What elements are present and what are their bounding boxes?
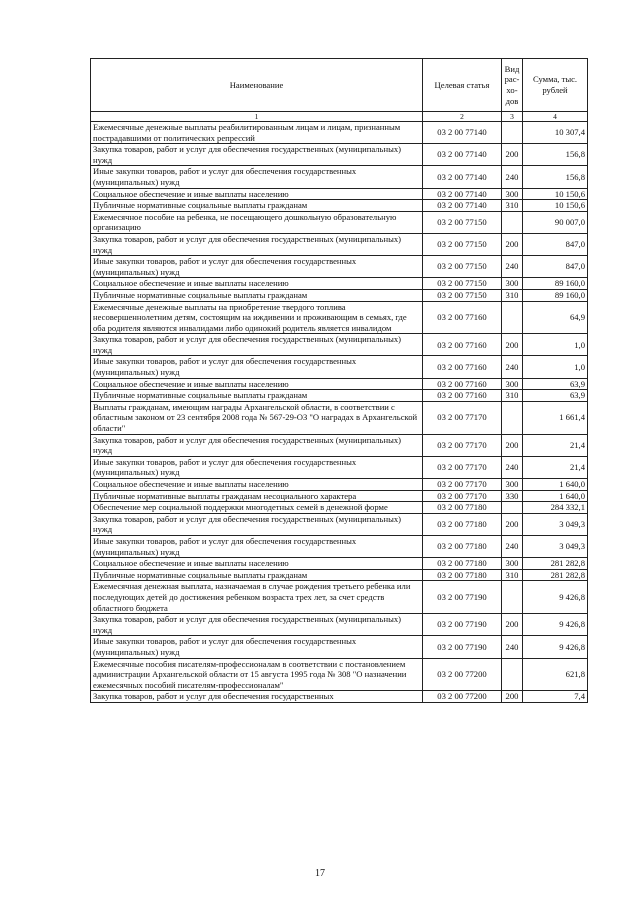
row-expense-type [502, 658, 523, 691]
row-target-article: 03 2 00 77180 [423, 558, 502, 570]
column-index-row [91, 112, 588, 122]
table-row [91, 479, 588, 491]
row-expense-type: 300 [502, 378, 523, 390]
row-target-article: 03 2 00 77170 [423, 479, 502, 491]
row-expense-type: 240 [502, 356, 523, 378]
row-name: Выплаты гражданам, имеющим награды Архангельской области, в соответствии с областным законом от 23 сентября 2008 года № 567-29-ОЗ "О наградах в Архангельской области" [91, 401, 423, 434]
row-target-article: 03 2 00 77140 [423, 200, 502, 212]
column-index: 4 [523, 112, 588, 122]
table-row [91, 334, 588, 356]
row-name: Социальное обеспечение и иные выплаты населению [91, 188, 423, 200]
row-expense-type: 310 [502, 289, 523, 301]
row-name: Социальное обеспечение и иные выплаты населению [91, 479, 423, 491]
row-sum: 10 150,6 [523, 200, 588, 212]
row-name: Обеспечение мер социальной поддержки многодетных семей в денежной форме [91, 502, 423, 514]
column-index: 1 [91, 112, 423, 122]
row-target-article: 03 2 00 77150 [423, 289, 502, 301]
row-expense-type: 310 [502, 200, 523, 212]
row-expense-type: 240 [502, 636, 523, 658]
row-sum: 10 150,6 [523, 188, 588, 200]
row-expense-type [502, 502, 523, 514]
table-row [91, 278, 588, 290]
row-expense-type: 240 [502, 256, 523, 278]
row-expense-type: 240 [502, 535, 523, 557]
table-row [91, 434, 588, 456]
row-sum: 3 049,3 [523, 535, 588, 557]
row-name: Закупка товаров, работ и услуг для обеспечения государственных (муниципальных) нужд [91, 513, 423, 535]
table-row [91, 456, 588, 478]
page-number: 17 [315, 868, 325, 879]
row-expense-type: 200 [502, 691, 523, 703]
row-name: Иные закупки товаров, работ и услуг для обеспечения государственных (муниципальных) нужд [91, 356, 423, 378]
row-target-article: 03 2 00 77150 [423, 278, 502, 290]
row-name: Закупка товаров, работ и услуг для обеспечения государственных (муниципальных) нужд [91, 144, 423, 166]
row-sum: 1,0 [523, 334, 588, 356]
row-expense-type: 200 [502, 614, 523, 636]
row-sum: 63,9 [523, 378, 588, 390]
row-target-article: 03 2 00 77150 [423, 211, 502, 233]
row-name: Иные закупки товаров, работ и услуг для обеспечения государственных (муниципальных) нужд [91, 456, 423, 478]
row-expense-type [502, 122, 523, 144]
table-row [91, 390, 588, 402]
row-expense-type: 200 [502, 513, 523, 535]
table-row [91, 356, 588, 378]
table-row [91, 513, 588, 535]
table-row [91, 569, 588, 581]
row-sum: 10 307,4 [523, 122, 588, 144]
row-target-article: 03 2 00 77190 [423, 636, 502, 658]
row-expense-type [502, 211, 523, 233]
row-expense-type: 240 [502, 456, 523, 478]
row-target-article: 03 2 00 77180 [423, 513, 502, 535]
row-expense-type: 300 [502, 479, 523, 491]
row-target-article: 03 2 00 77190 [423, 581, 502, 614]
table-row [91, 166, 588, 188]
row-target-article: 03 2 00 77190 [423, 614, 502, 636]
row-name: Закупка товаров, работ и услуг для обеспечения государственных (муниципальных) нужд [91, 233, 423, 255]
row-expense-type [502, 301, 523, 334]
row-sum: 847,0 [523, 233, 588, 255]
header-expense-type: Вид рас- хо- дов [502, 59, 523, 112]
row-name: Публичные нормативные социальные выплаты гражданам [91, 569, 423, 581]
table-header-row [91, 59, 588, 112]
row-sum: 156,8 [523, 144, 588, 166]
row-expense-type: 330 [502, 490, 523, 502]
row-target-article: 03 2 00 77180 [423, 569, 502, 581]
table-row [91, 401, 588, 434]
row-expense-type: 240 [502, 166, 523, 188]
table-row [91, 378, 588, 390]
row-sum: 90 007,0 [523, 211, 588, 233]
row-expense-type: 200 [502, 144, 523, 166]
row-target-article: 03 2 00 77170 [423, 456, 502, 478]
row-sum: 1 640,0 [523, 490, 588, 502]
row-sum: 21,4 [523, 434, 588, 456]
row-name: Ежемесячные денежные выплаты на приобретение твердого топлива несовершеннолетним детям, состоящим на иждивении и проживающим в семьях, где оба родителя являются инвалидами либо одинокий родитель является инвалидом [91, 301, 423, 334]
row-sum: 281 282,8 [523, 558, 588, 570]
row-name: Социальное обеспечение и иные выплаты населению [91, 378, 423, 390]
row-sum: 1 640,0 [523, 479, 588, 491]
table-row [91, 188, 588, 200]
row-sum: 9 426,8 [523, 581, 588, 614]
row-target-article: 03 2 00 77200 [423, 691, 502, 703]
row-name: Иные закупки товаров, работ и услуг для обеспечения государственных (муниципальных) нужд [91, 166, 423, 188]
row-target-article: 03 2 00 77150 [423, 256, 502, 278]
row-expense-type [502, 581, 523, 614]
row-target-article: 03 2 00 77140 [423, 122, 502, 144]
row-target-article: 03 2 00 77180 [423, 535, 502, 557]
row-sum: 21,4 [523, 456, 588, 478]
table-row [91, 535, 588, 557]
row-name: Социальное обеспечение и иные выплаты населению [91, 278, 423, 290]
row-sum: 1,0 [523, 356, 588, 378]
table-row [91, 636, 588, 658]
row-sum: 847,0 [523, 256, 588, 278]
row-sum: 7,4 [523, 691, 588, 703]
row-sum: 63,9 [523, 390, 588, 402]
row-name: Ежемесячные пособия писателям-профессионалам в соответствии с постановлением администрации Архангельской области от 15 августа 1995 года № 308 "О назначении ежемесячных пособий писателям-профессионалам" [91, 658, 423, 691]
row-expense-type: 200 [502, 334, 523, 356]
column-index: 2 [423, 112, 502, 122]
table-row [91, 256, 588, 278]
budget-table [90, 58, 588, 703]
row-name: Закупка товаров, работ и услуг для обеспечения государственных (муниципальных) нужд [91, 434, 423, 456]
row-expense-type: 200 [502, 233, 523, 255]
row-target-article: 03 2 00 77160 [423, 301, 502, 334]
table-row [91, 502, 588, 514]
row-sum: 1 661,4 [523, 401, 588, 434]
row-name: Социальное обеспечение и иные выплаты населению [91, 558, 423, 570]
row-name: Публичные нормативные выплаты гражданам несоциального характера [91, 490, 423, 502]
table-row [91, 233, 588, 255]
row-name: Публичные нормативные социальные выплаты гражданам [91, 390, 423, 402]
row-name: Ежемесячная денежная выплата, назначаемая в случае рождения третьего ребенка или последующих детей до достижения ребенком возраста трех лет, за счет средств областного бюджета [91, 581, 423, 614]
column-index: 3 [502, 112, 523, 122]
row-expense-type: 200 [502, 434, 523, 456]
row-name: Публичные нормативные социальные выплаты гражданам [91, 200, 423, 212]
row-name: Закупка товаров, работ и услуг для обеспечения государственных (муниципальных) нужд [91, 334, 423, 356]
row-expense-type: 300 [502, 558, 523, 570]
row-sum: 621,8 [523, 658, 588, 691]
row-sum: 9 426,8 [523, 614, 588, 636]
table-row [91, 691, 588, 703]
row-sum: 9 426,8 [523, 636, 588, 658]
row-target-article: 03 2 00 77200 [423, 658, 502, 691]
row-target-article: 03 2 00 77160 [423, 390, 502, 402]
row-sum: 156,8 [523, 166, 588, 188]
row-target-article: 03 2 00 77140 [423, 144, 502, 166]
header-sum: Сумма, тыс. рублей [523, 59, 588, 112]
row-target-article: 03 2 00 77170 [423, 401, 502, 434]
row-sum: 64,9 [523, 301, 588, 334]
row-name: Ежемесячные денежные выплаты реабилитированным лицам и лицам, признанным пострадавшими от политических репрессий [91, 122, 423, 144]
row-sum: 3 049,3 [523, 513, 588, 535]
table-row [91, 614, 588, 636]
table-row [91, 211, 588, 233]
row-target-article: 03 2 00 77140 [423, 166, 502, 188]
row-target-article: 03 2 00 77140 [423, 188, 502, 200]
row-name: Иные закупки товаров, работ и услуг для обеспечения государственных (муниципальных) нужд [91, 256, 423, 278]
table-row [91, 490, 588, 502]
row-name: Закупка товаров, работ и услуг для обеспечения государственных (муниципальных) нужд [91, 614, 423, 636]
row-expense-type: 310 [502, 569, 523, 581]
row-target-article: 03 2 00 77160 [423, 356, 502, 378]
header-name: Наименование [91, 59, 423, 112]
table-row [91, 558, 588, 570]
row-target-article: 03 2 00 77180 [423, 502, 502, 514]
row-expense-type: 300 [502, 278, 523, 290]
header-target-article: Целевая статья [423, 59, 502, 112]
row-sum: 281 282,8 [523, 569, 588, 581]
row-sum: 284 332,1 [523, 502, 588, 514]
row-target-article: 03 2 00 77150 [423, 233, 502, 255]
row-expense-type: 310 [502, 390, 523, 402]
table-row [91, 581, 588, 614]
row-expense-type [502, 401, 523, 434]
row-expense-type: 300 [502, 188, 523, 200]
row-name: Ежемесячное пособие на ребенка, не посещающего дошкольную образовательную организацию [91, 211, 423, 233]
table-row [91, 301, 588, 334]
row-target-article: 03 2 00 77170 [423, 490, 502, 502]
budget-page [90, 58, 587, 703]
row-target-article: 03 2 00 77170 [423, 434, 502, 456]
table-row [91, 289, 588, 301]
row-target-article: 03 2 00 77160 [423, 334, 502, 356]
table-row [91, 658, 588, 691]
table-row [91, 200, 588, 212]
row-name: Иные закупки товаров, работ и услуг для обеспечения государственных (муниципальных) нужд [91, 535, 423, 557]
row-sum: 89 160,0 [523, 289, 588, 301]
row-name: Закупка товаров, работ и услуг для обеспечения государственных [91, 691, 423, 703]
row-target-article: 03 2 00 77160 [423, 378, 502, 390]
table-row [91, 122, 588, 144]
row-sum: 89 160,0 [523, 278, 588, 290]
row-name: Иные закупки товаров, работ и услуг для обеспечения государственных (муниципальных) нужд [91, 636, 423, 658]
row-name: Публичные нормативные социальные выплаты гражданам [91, 289, 423, 301]
table-row [91, 144, 588, 166]
